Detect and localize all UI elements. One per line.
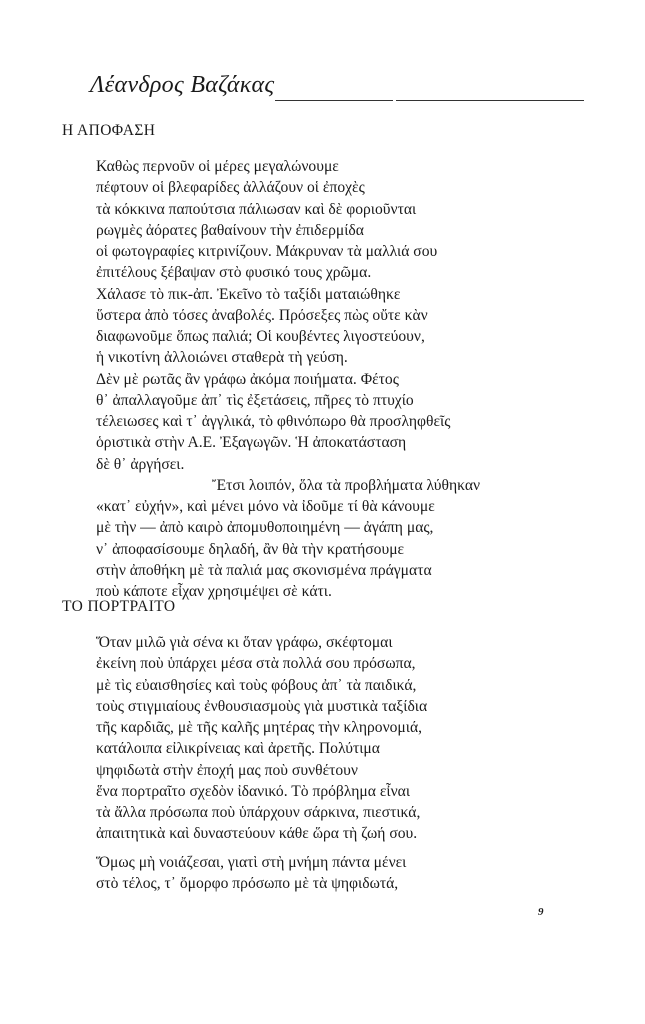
poem-line: τῆς καρδιᾶς, μὲ τῆς καλῆς μητέρας τὴν κληρονομιά, <box>96 719 423 736</box>
poem-line: ποὺ κάποτε εἶχαν χρησιμέψει σὲ κάτι. <box>96 583 332 600</box>
poem-line: θ᾽ ἀπαλλαγοῦμε ἀπ᾽ τὶς ἐξετάσεις, πῆρες τὸ πτυχίο <box>96 391 414 409</box>
poem-line: τὰ ἄλλα πρόσωπα ποὺ ὑπάρχουν σάρκινα, πιεστικά, <box>96 804 421 821</box>
poem-line: ψηφιδωτὰ στὴν ἐποχή μας ποὺ συνθέτουν <box>96 761 358 779</box>
poem-line: Καθὼς περνοῦν οἱ μέρες μεγαλώνουμε <box>96 158 339 175</box>
poem-line: «κατ᾽ εὐχήν», καὶ μένει μόνο νὰ ἰδοῦμε τί θὰ κάνουμε <box>96 498 435 515</box>
poem-body-portraito-stanza-1 <box>96 632 566 845</box>
poem-line: ρωγμὲς ἀόρατες βαθαίνουν τὴν ἐπιδερμίδα <box>96 221 364 239</box>
poem-title-apofasi: Η ΑΠΟΦΑΣΗ <box>62 122 156 139</box>
header-rule-left <box>275 100 393 101</box>
poem-line: τέλειωσες καὶ τ᾽ ἀγγλικά, τὸ φθινόπωρο θὰ προσληφθεῖς <box>96 413 451 430</box>
poem-line: ἡ νικοτίνη ἀλλοιώνει σταθερὰ τὴ γεύση. <box>96 349 348 367</box>
poem-line: Χάλασε τὸ πικ-ἀπ. Ἐκεῖνο τὸ ταξίδι ματαιώθηκε <box>96 285 401 303</box>
poem-body-apofasi <box>96 156 566 602</box>
poem-line: ἐκείνη ποὺ ὑπάρχει μέσα στὰ πολλά σου πρόσωπα, <box>96 655 416 673</box>
poem-line: ὕστερα ἀπὸ τόσες ἀναβολές. Πρόσεξες πὼς οὔτε κὰν <box>96 306 428 324</box>
poem-line: ἐπιτέλους ξέβαψαν στὸ φυσικό τους χρῶμα. <box>96 264 372 282</box>
poem-body-portraito-stanza-2 <box>96 852 566 895</box>
poem-line: διαφωνοῦμε ὅπως παλιά; Οἱ κουβέντες λιγοστεύουν, <box>96 328 425 345</box>
poem-line: ν᾽ ἀποφασίσουμε δηλαδή, ἂν θὰ τὴν κρατήσουμε <box>96 540 405 558</box>
poem-line: κατάλοιπα εἰλικρίνειας καὶ ἀρετῆς. Πολύτιμα <box>96 740 380 758</box>
poem-line: Ὅμως μὴ νοιάζεσαι, γιατὶ στὴ μνήμη πάντα μένει <box>96 854 407 871</box>
poem-line: δὲ θ᾽ ἀργήσει. <box>96 455 185 473</box>
poem-line: ἕνα πορτραῖτο σχεδὸν ἰδανικό. Τὸ πρόβλημα εἶναι <box>96 782 411 800</box>
poem-line: οἱ φωτογραφίες κιτρινίζουν. Μάκρυναν τὰ μαλλιά σου <box>96 243 438 260</box>
author-name: Λέανδρος Βαζάκας <box>90 72 275 98</box>
poem-line: Ἔτσι λοιπόν, ὅλα τὰ προβλήματα λύθηκαν <box>212 476 481 494</box>
poem-line: μὲ τὶς εὐαισθησίες καὶ τοὺς φόβους ἀπ᾽ τὰ παιδικά, <box>96 676 417 694</box>
poem-line: Δὲν μὲ ρωτᾶς ἂν γράφω ἀκόμα ποιήματα. Φέτος <box>96 370 399 388</box>
poem-line: ὁριστικὰ στὴν Α.Ε. Ἐξαγωγῶν. Ἡ ἀποκατάσταση <box>96 434 407 452</box>
page-number: 9 <box>538 906 544 918</box>
header-rule-right <box>396 100 584 101</box>
poem-line: μὲ τὴν — ἀπὸ καιρὸ ἀπομυθοποιημένη — ἀγάπη μας, <box>96 519 434 537</box>
poem-title-portraito: ΤΟ ΠΟΡΤΡΑΙΤΟ <box>62 598 176 615</box>
poem-line: τοὺς στιγμιαίους ἐνθουσιασμοὺς γιὰ μυστικὰ ταξίδια <box>96 697 428 715</box>
poem-line: στὴν ἀποθήκη μὲ τὰ παλιά μας σκονισμένα πράγματα <box>96 561 432 579</box>
poem-line: τὰ κόκκινα παπούτσια πάλιωσαν καὶ δὲ φοριοῦνται <box>96 200 417 218</box>
poem-line: στὸ τέλος, τ᾽ ὄμορφο πρόσωπο μὲ τὰ ψηφιδωτά, <box>96 875 399 893</box>
poem-line: Ὅταν μιλῶ γιὰ σένα κι ὅταν γράφω, σκέφτομαι <box>96 634 393 651</box>
poem-line: ἀπαιτητικὰ καὶ δυναστεύουν κάθε ὥρα τὴ ζωή σου. <box>96 825 418 843</box>
poem-line: πέφτουν οἱ βλεφαρίδες ἀλλάζουν οἱ ἐποχὲς <box>96 179 365 197</box>
